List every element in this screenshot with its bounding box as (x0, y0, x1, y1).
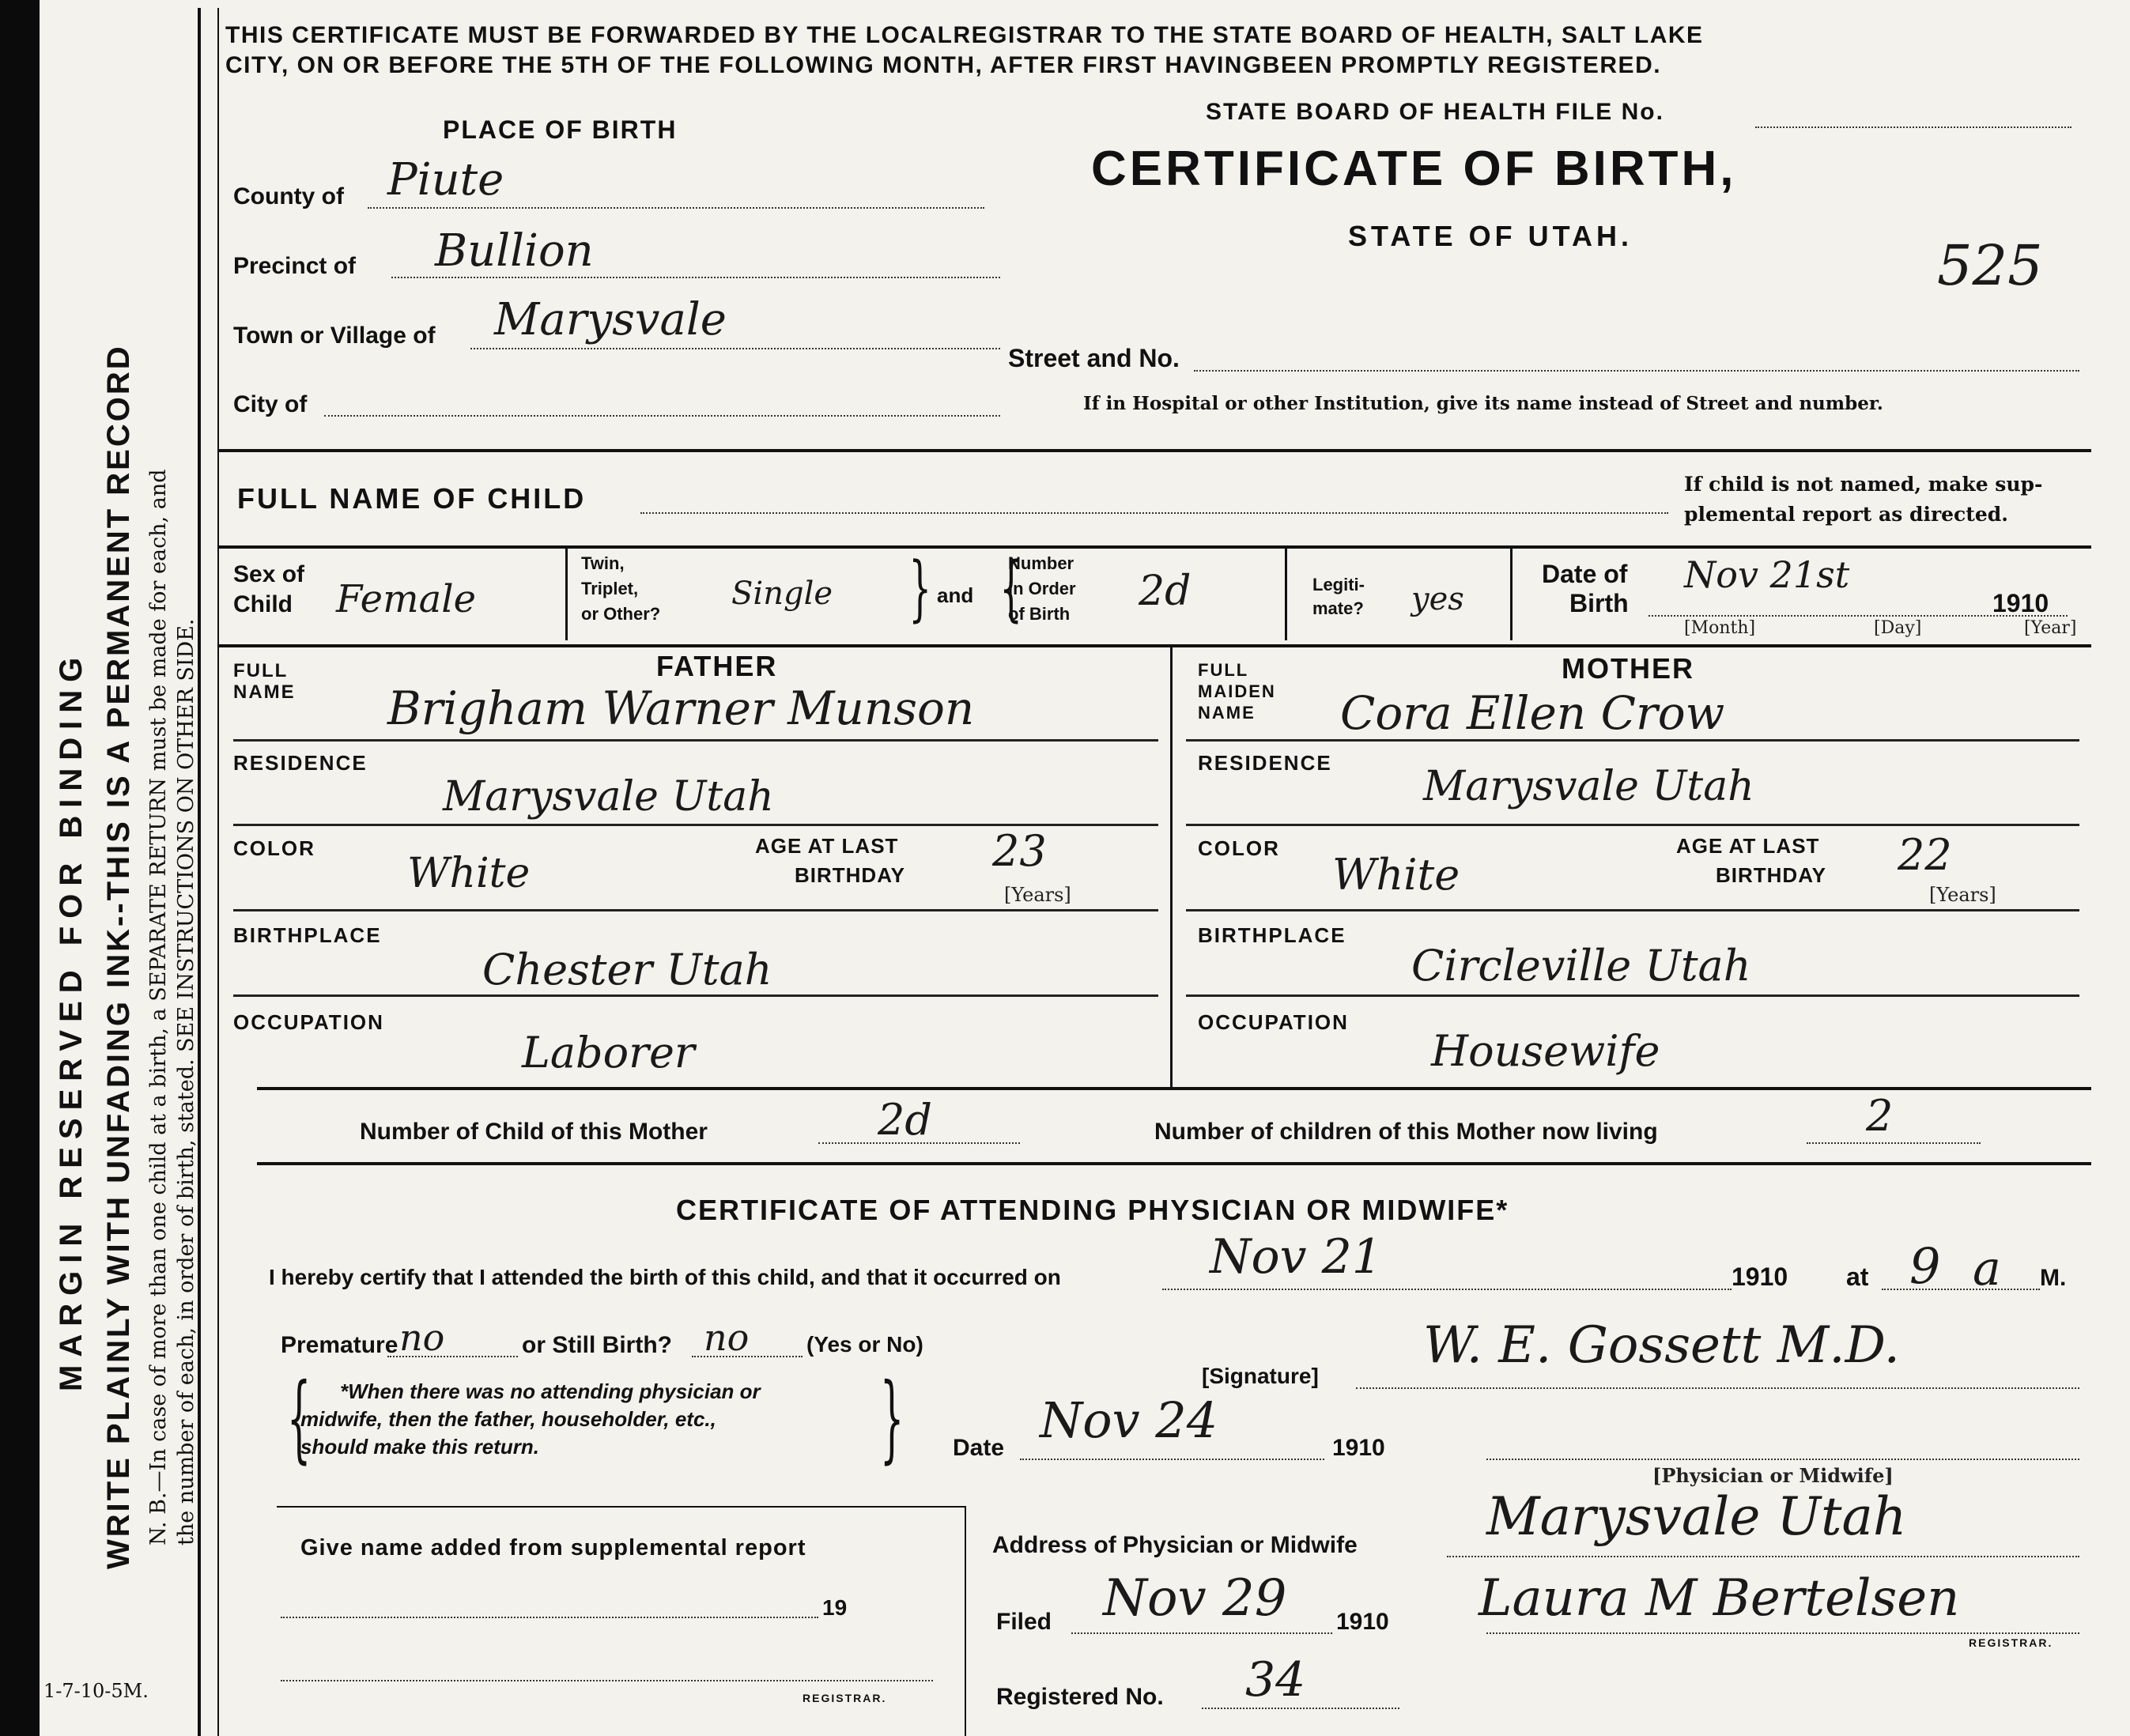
file-number: 525 (1937, 233, 2043, 298)
mother-age-label-1: AGE AT LAST (1676, 834, 1820, 858)
not-named-note2: plemental report as directed. (1684, 503, 2008, 526)
date-label: Date (953, 1435, 1005, 1461)
hour-value[interactable]: 9 (1909, 1237, 1941, 1295)
address-value[interactable]: Marysvale Utah (1486, 1486, 1907, 1547)
child-row-divider (565, 547, 568, 640)
occurred-date-line (1162, 1289, 1732, 1290)
father-occupation-value[interactable]: Laborer (522, 1028, 695, 1077)
stillbirth-label: or Still Birth? (522, 1332, 672, 1358)
mother-birthplace-label: BIRTHPLACE (1198, 923, 1346, 947)
father-age-label-2: BIRTHDAY (795, 863, 905, 887)
parents-divider (1170, 644, 1173, 1087)
registrar-label: REGISTRAR. (1969, 1636, 2053, 1649)
rule-before-physician (257, 1162, 2091, 1165)
county-value[interactable]: Piute (387, 154, 504, 206)
city-line (324, 415, 1000, 417)
mother-name-value[interactable]: Cora Ellen Crow (1340, 686, 1725, 740)
legitimate-value[interactable]: yes (1411, 581, 1464, 617)
dob-label-1: Date of (1542, 560, 1628, 588)
m-label: M. (2040, 1265, 2067, 1291)
father-color-line (233, 909, 1158, 911)
occurred-year[interactable]: 1910 (1732, 1262, 1788, 1291)
premature-label: Premature (281, 1332, 398, 1358)
child-of-mother-value[interactable]: 2d (878, 1095, 932, 1145)
note-brace-left: { (286, 1364, 312, 1474)
sex-label-1: Sex of (233, 561, 305, 587)
county-label: County of (233, 183, 344, 209)
legit-label-2: mate? (1312, 598, 1364, 618)
twin-value[interactable]: Single (731, 576, 833, 612)
town-line (470, 348, 1000, 349)
father-full-label-1: FULL (233, 660, 289, 681)
mother-heading: MOTHER (1562, 652, 1694, 685)
mother-color-line (1186, 909, 2079, 911)
twin-brace: } (908, 547, 931, 630)
father-birthplace-label: BIRTHPLACE (233, 923, 382, 947)
sex-value[interactable]: Female (336, 577, 476, 621)
year-label: [Year] (2024, 618, 2077, 638)
physician-heading: CERTIFICATE OF ATTENDING PHYSICIAN OR MIDWIFE* (676, 1194, 1509, 1226)
child-name-line (640, 512, 1668, 514)
physician-line (1486, 1459, 2079, 1460)
supplemental-registrar-label: REGISTRAR. (803, 1692, 887, 1704)
place-of-birth-heading: PLACE OF BIRTH (443, 115, 678, 144)
order-label-3: of Birth (1008, 604, 1071, 624)
physician-midwife-label: [Physician or Midwife] (1652, 1464, 1894, 1487)
binding-margin-label: MARGIN RESERVED FOR BINDING (54, 649, 89, 1391)
living-value[interactable]: 2 (1866, 1091, 1894, 1141)
file-no-label: STATE BOARD OF HEALTH FILE No. (1206, 99, 1664, 125)
twin-label-1: Twin, (581, 553, 625, 573)
certificate-paper (40, 0, 2130, 1736)
dob-label-2: Birth (1569, 589, 1629, 617)
father-heading: FATHER (656, 650, 778, 682)
registered-no-value[interactable]: 34 (1245, 1652, 1306, 1708)
father-name-line (233, 739, 1158, 742)
hour-line (1882, 1289, 2040, 1290)
notice-line2: CITY, ON OR BEFORE THE 5TH OF THE FOLLOWING MONTH, AFTER FIRST HAVINGBEEN PROMPTLY REGISTERED. (225, 52, 1662, 78)
order-label-2: in Order (1008, 579, 1076, 598)
filed-date-value[interactable]: Nov 29 (1103, 1569, 1287, 1628)
twin-label-3: or Other? (581, 604, 661, 624)
mother-residence-line (1186, 824, 2079, 826)
father-age-label-1: AGE AT LAST (755, 834, 899, 858)
date-line (1020, 1459, 1324, 1460)
mother-age-value[interactable]: 22 (1898, 830, 1952, 880)
dob-month-day[interactable]: Nov 21st (1684, 553, 1850, 596)
city-label: City of (233, 391, 308, 417)
father-years-label: [Years] (1004, 884, 1071, 906)
not-named-note1: If child is not named, make sup- (1684, 473, 2043, 496)
supplemental-line (281, 1617, 818, 1618)
and-label: and (937, 583, 974, 607)
rule-before-child-row (217, 545, 2091, 549)
living-line (1807, 1142, 1981, 1144)
street-line (1194, 370, 2079, 372)
child-row-divider (1285, 547, 1287, 640)
mother-full-label-2: MAIDEN (1198, 681, 1276, 701)
order-value[interactable]: 2d (1139, 568, 1192, 615)
mother-residence-label: RESIDENCE (1198, 751, 1332, 775)
living-label: Number of children of this Mother now living (1154, 1119, 1658, 1145)
hospital-note: If in Hospital or other Institution, give its name instead of Street and number. (1083, 393, 1883, 414)
rule-supplemental (277, 1506, 965, 1508)
father-birthplace-value[interactable]: Chester Utah (482, 945, 772, 994)
town-label: Town or Village of (233, 323, 436, 349)
yes-no-label: (Yes or No) (806, 1332, 923, 1357)
mother-years-label: [Years] (1929, 884, 1996, 906)
father-occupation-label: OCCUPATION (233, 1010, 384, 1034)
date-value[interactable]: Nov 24 (1040, 1391, 1218, 1449)
supplemental-year: 19 (822, 1595, 848, 1620)
registrar-name-value[interactable]: Laura M Bertelsen (1479, 1569, 1960, 1628)
mother-residence-value[interactable]: Marysvale Utah (1423, 763, 1754, 810)
mother-name-line (1186, 739, 2079, 742)
rule-before-parents (217, 644, 2091, 647)
month-label: [Month] (1684, 618, 1756, 638)
permanent-record-label: WRITE PLAINLY WITH UNFADING INK--THIS IS A PERMANENT RECORD (101, 344, 136, 1569)
signature-line (1356, 1387, 2079, 1389)
at-label: at (1846, 1262, 1869, 1291)
address-label: Address of Physician or Midwife (992, 1532, 1358, 1558)
filed-year: 1910 (1336, 1609, 1389, 1635)
signature-label: [Signature] (1202, 1364, 1319, 1388)
premature-value[interactable]: no (399, 1316, 445, 1359)
father-color-value[interactable]: White (407, 850, 531, 897)
order-label-1: Number (1008, 553, 1074, 573)
form-border-left (198, 8, 201, 1736)
father-color-label: COLOR (233, 836, 315, 860)
form-border-left-inner (217, 8, 219, 1736)
form-code: 1-7-10-5M. (43, 1680, 149, 1702)
certificate-title: CERTIFICATE OF BIRTH, (1091, 142, 1737, 196)
mother-age-label-2: BIRTHDAY (1716, 863, 1826, 887)
father-birthplace-line (233, 994, 1158, 997)
note-line1: *When there was no attending physician or (340, 1379, 761, 1403)
mother-full-label-3: NAME (1198, 703, 1256, 723)
twin-label-2: Triplet, (581, 579, 639, 598)
county-line (368, 207, 984, 209)
dob-year[interactable]: 1910 (1992, 589, 2049, 617)
address-line (1447, 1556, 2079, 1557)
father-full-label-2: NAME (233, 681, 296, 703)
sex-label-2: Child (233, 591, 293, 617)
rule-after-parents (257, 1087, 2091, 1090)
state-label: STATE OF UTAH. (1348, 220, 1633, 252)
date-year: 1910 (1332, 1435, 1385, 1461)
ampm-value[interactable]: a (1973, 1241, 2001, 1296)
child-name-label: FULL NAME OF CHILD (237, 482, 587, 515)
note-line3: should make this return. (300, 1435, 539, 1459)
father-residence-label: RESIDENCE (233, 751, 368, 775)
occurred-date-value[interactable]: Nov 21 (1210, 1229, 1382, 1285)
mother-birthplace-value[interactable]: Circleville Utah (1411, 941, 1751, 991)
order-brace: { (999, 547, 1022, 630)
street-label: Street and No. (1008, 344, 1180, 372)
child-of-mother-label: Number of Child of this Mother (360, 1119, 708, 1145)
stillbirth-value[interactable]: no (704, 1316, 750, 1359)
file-no-line (1755, 126, 2071, 128)
supplemental-divider (965, 1506, 966, 1736)
mother-color-label: COLOR (1198, 836, 1280, 860)
precinct-value[interactable]: Bullion (435, 225, 594, 277)
father-age-value[interactable]: 23 (992, 826, 1047, 876)
signature-value[interactable]: W. E. Gossett M.D. (1423, 1316, 1900, 1375)
registered-no-label: Registered No. (996, 1684, 1164, 1710)
registered-no-line (1202, 1708, 1399, 1709)
rule-after-place (217, 449, 2091, 452)
filed-line (1071, 1632, 1332, 1634)
mother-color-value[interactable]: White (1332, 850, 1460, 900)
mother-birthplace-line (1186, 994, 2079, 997)
town-value[interactable]: Marysvale (494, 294, 727, 345)
mother-full-label-1: FULL (1198, 660, 1249, 680)
child-row-divider (1510, 547, 1513, 640)
supplemental-label: Give name added from supplemental report (300, 1535, 806, 1561)
day-label: [Day] (1874, 618, 1922, 638)
supplemental-registrar-line (281, 1680, 933, 1681)
precinct-label: Precinct of (233, 253, 357, 279)
mother-occupation-label: OCCUPATION (1198, 1010, 1349, 1034)
nb-note-line1: N. B.—In case of more than one child at a birth, a SEPARATE RETURN must be made for each, and (146, 469, 171, 1545)
note-line2: midwife, then the father, householder, etc., (300, 1407, 716, 1431)
mother-occupation-value[interactable]: Housewife (1431, 1026, 1660, 1076)
registrar-line (1486, 1632, 2079, 1634)
notice-line1: THIS CERTIFICATE MUST BE FORWARDED BY THE LOCALREGISTRAR TO THE STATE BOARD OF HEALTH, SALT LAKE (225, 22, 1704, 48)
filed-label: Filed (996, 1609, 1052, 1635)
father-residence-value[interactable]: Marysvale Utah (443, 773, 774, 821)
legit-label-1: Legiti- (1312, 575, 1365, 594)
father-name-value[interactable]: Brigham Warner Munson (387, 681, 975, 735)
note-brace-right: } (879, 1364, 904, 1474)
precinct-line (391, 277, 1000, 278)
nb-note-line2: the number of each, in order of birth, stated. SEE INSTRUCTIONS ON OTHER SIDE. (174, 618, 198, 1545)
certify-text: I hereby certify that I attended the birth of this child, and that it occurred on (269, 1265, 1061, 1289)
